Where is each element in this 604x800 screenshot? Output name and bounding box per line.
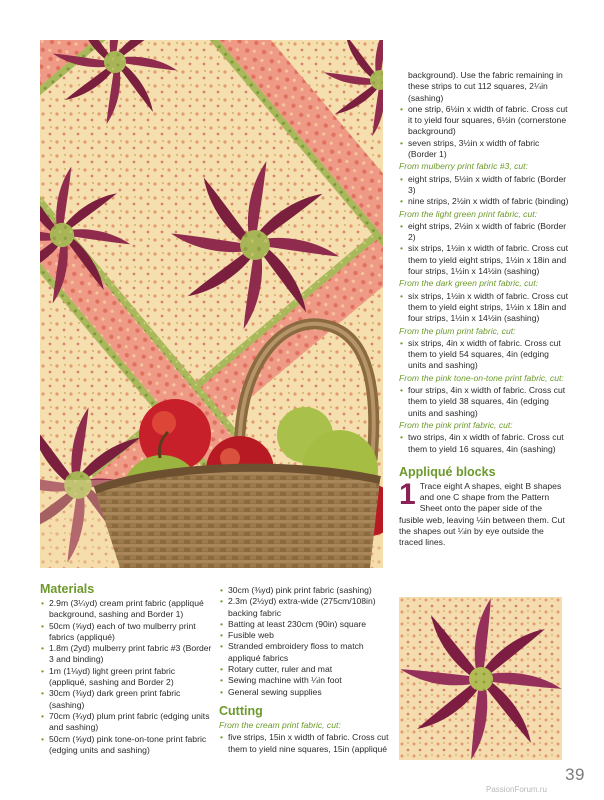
list-item: • Rotary cutter, ruler and mat: [219, 664, 389, 675]
lightgreen-cutting-list: [399, 221, 569, 277]
materials-column-1: [40, 582, 212, 756]
darkgreen-cutting-list: [399, 291, 569, 325]
list-item: • nine strips, 2½in x width of fabric (binding): [399, 196, 569, 207]
list-item: • 2.3m (2½yd) extra-wide (275cm/108in) backing fabric: [219, 596, 389, 619]
applique-step-1: [399, 477, 569, 549]
step-number: 1: [399, 477, 416, 511]
cutting-lead-in: background). Use the fabric remaining in these strips to cut 112 squares, 2¼in (sashing): [408, 70, 563, 103]
list-item: • six strips, 1½in x width of fabric. Cross cut them to yield eight strips, 1½in x 18in and four strips, 1½in x 14½in (sashing): [399, 291, 569, 325]
watermark: PassionForum.ru: [486, 785, 547, 794]
applique-block-photo: [399, 597, 562, 760]
list-item: • Stranded embroidery floss to match appliqué fabrics: [219, 641, 389, 664]
plum-label: From the plum print fabric, cut:: [399, 325, 516, 336]
materials-heading: Materials: [40, 582, 95, 596]
list-item: • eight strips, 2½in x width of fabric (Border 2): [399, 221, 569, 244]
list-item: • Fusible web: [219, 630, 389, 641]
list-item: • 70cm (¾yd) plum print fabric (edging units and sashing): [40, 711, 212, 734]
plum-cutting-list: [399, 338, 569, 372]
list-item: • General sewing supplies: [219, 687, 389, 698]
list-item: • Sewing machine with ¼in foot: [219, 675, 389, 686]
materials-list-1: [40, 598, 212, 756]
list-item: • 2.9m (3¼yd) cream print fabric (appliqué background, sashing and Border 1): [40, 598, 212, 621]
list-item: • seven strips, 3½in x width of fabric (Border 1): [399, 138, 569, 161]
materials-list-2: [219, 585, 389, 698]
list-item: • 30cm (⅜yd) pink print fabric (sashing): [219, 585, 389, 596]
pink-label: From the pink print fabric, cut:: [399, 419, 513, 430]
pinktone-cutting-list: [399, 385, 569, 419]
pink-cutting-list: [399, 432, 569, 455]
cream-cutting-label: From the cream print fabric, cut:: [219, 719, 341, 730]
list-item: • six strips, 1½in x width of fabric. Cross cut them to yield eight strips, 1½in x 18in and four strips, 1½in x 14½in (sashing): [399, 243, 569, 277]
list-item: • 1.8m (2yd) mulberry print fabric #3 (Border 3 and binding): [40, 643, 212, 666]
lightgreen-label: From the light green print fabric, cut:: [399, 208, 538, 219]
list-item: • five strips, 15in x width of fabric. Cross cut them to yield nine squares, 15in (appliqué: [219, 732, 389, 755]
applique-heading: Appliqué blocks: [399, 464, 496, 479]
step-text: Trace eight A shapes, eight B shapes and one C shape from the Pattern Sheet onto the paper side of the fusible web, leaving ½in between them. Cut the shapes out ¼in by eye outside the traced lines.: [399, 480, 565, 548]
quilt-basket-photo: [40, 40, 383, 568]
list-item: • 50cm (⅝yd) pink tone-on-tone print fabric (edging units and sashing): [40, 734, 212, 757]
darkgreen-label: From the dark green print fabric, cut:: [399, 278, 538, 289]
materials-column-2: [219, 585, 389, 755]
cutting-heading: Cutting: [219, 703, 263, 718]
cutting-continued-column: [399, 70, 569, 549]
list-item: • eight strips, 5½in x width of fabric (Border 3): [399, 174, 569, 197]
cream-cutting-start-list: [219, 732, 389, 755]
list-item: • Batting at least 230cm (90in) square: [219, 619, 389, 630]
list-item: • two strips, 4in x width of fabric. Cross cut them to yield 16 squares, 4in (sashing): [399, 432, 569, 455]
mulberry3-label: From mulberry print fabric #3, cut:: [399, 161, 528, 172]
cream-cutting-list: [399, 104, 569, 160]
list-item: • one strip, 6½in x width of fabric. Cross cut it to yield four squares, 6½in (cornerstone background): [399, 104, 569, 138]
page-number: 39: [565, 765, 585, 784]
mulberry3-cutting-list: [399, 174, 569, 208]
list-item: • 50cm (⅝yd) each of two mulberry print fabrics (appliqué): [40, 621, 212, 644]
list-item: • four strips, 4in x width of fabric. Cross cut them to yield 38 squares, 4in (edging units and sashing): [399, 385, 569, 419]
list-item: • 30cm (⅜yd) dark green print fabric (sashing): [40, 688, 212, 711]
list-item: • six strips, 4in x width of fabric. Cross cut them to yield 54 squares, 4in (edging units and sashing): [399, 338, 569, 372]
list-item: • 1m (1⅛yd) light green print fabric (appliqué, sashing and Border 2): [40, 666, 212, 689]
pinktone-label: From the pink tone-on-tone print fabric, cut:: [399, 372, 564, 383]
